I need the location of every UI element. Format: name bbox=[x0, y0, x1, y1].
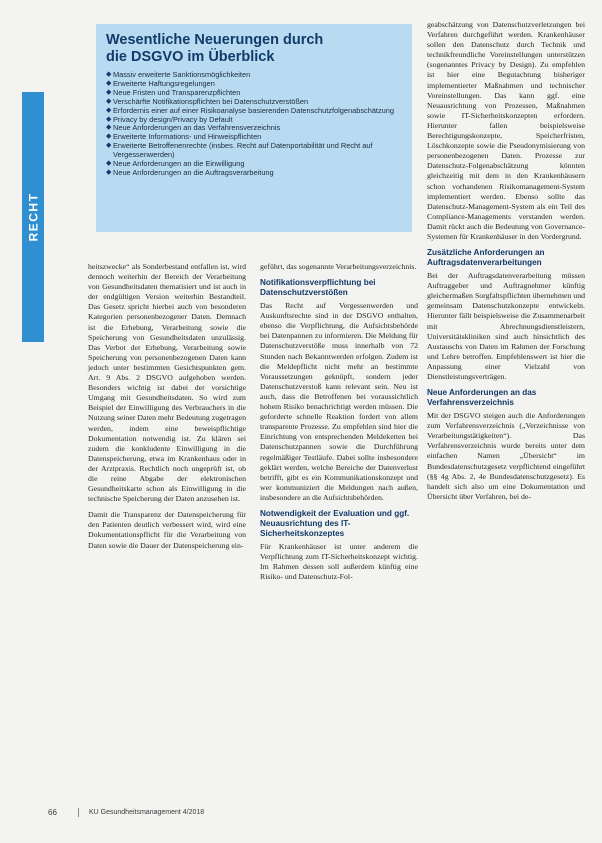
paragraph: Mit der DSGVO steigen auch die Anforderungen zum Verfahrensverzeichnis („Verzeichnisse von Verarbeitungstätigkeiten“). Das Verfahrensverzeichnis wurde bereits unter dem einfachen Namen „Übersicht“ im Bundesdatenschutzgesetz verpflichtend eingeführt (§§ 4g Abs. 2, 4e Bundesdatenschutzgesetz). Es handelt sich also um eine Dokumentation und Übersicht über Verfahren, bei de- bbox=[427, 411, 585, 501]
bullet-icon: ◆ bbox=[106, 124, 112, 132]
bullet-icon: ◆ bbox=[106, 97, 112, 105]
list-item-text: Erweiterte Informations- und Hinweispflichten bbox=[113, 132, 262, 142]
paragraph: geabschätzung von Datenschutzverletzungen bei Verfahren durchgeführt werden. Krankenhäuser sollen den Datenschutz durch Technik und technikfreundliche Voreinstellungen unterstützen (sogenanntes Privacy by Design). Zu empfehlen ist hier eine Begutachtung bisheriger implementierter Maßnahmen und technischer Voreinstellungen. Das kann ggf. eine Neuausrichtung von Prozessen, Maßnahmen sowie IT-Sicherheitskonzepten erfordern. Hierunter fallen beispielsweise Berechtigungskonzepte, Speicherfristen, Löschkonzepte sowie die Pseudonymisierung von personenbezogenen Daten. Prozesse zur Datenschutz-Folgenabschätzung könnten gleichzeitig mit dem in den Krankenhäusern schon vorhandenen Risikomanagement-System implementiert werden. Ebenso sollte das Datenschutz-Management-System als ein Teil des Compliance-Managements verstanden werden. Damit rückt auch die Bedeutung von Governance-Systemen für Krankenhäuser in den Vordergrund. bbox=[427, 20, 585, 241]
list-item bbox=[106, 142, 404, 160]
page-number: 66 bbox=[48, 807, 57, 817]
list-item-text: Neue Anforderungen an die Einwilligung bbox=[113, 159, 245, 169]
section-label-wrap bbox=[22, 100, 44, 334]
bullet-icon: ◆ bbox=[106, 88, 112, 96]
list-item-text: Erfordernis einer auf einer Risikoanalyse basierenden Datenschutzfolgenabschätzung bbox=[113, 105, 395, 115]
overview-box bbox=[96, 24, 412, 232]
list-item-text: Privacy by design/Privacy by Default bbox=[113, 114, 233, 124]
overview-box-title bbox=[106, 32, 404, 66]
overview-list bbox=[106, 71, 404, 178]
list-item-text: Erweiterte Betroffenenrechte (insbes. Recht auf Datenportabilität und Recht auf Vergessenwerden) bbox=[113, 141, 373, 160]
list-item-text: Neue Fristen und Transparenzpflichten bbox=[113, 87, 241, 97]
paragraph: heitszwecke“ als Sonderbestand entfallen ist, wird dennoch weiterhin der Bereich der Verarbeitung von Gesundheitsdaten thematisiert und ist auch in der endgültigen Version weiterhin Bestandteil. Das Gesetz spricht hierbei auch von besonderen Kategorien personenbezogener Daten. Demnach ist die Erhebung, Verarbeitung sowie die Speicherung von Gesundheitsdaten unzulässig. Das Verbot der Erhebung, Verarbeitung sowie Speicherung von personenbezogenen Daten kann jedoch unter bestimmten Gesichtspunkten gem. Art. 9 Abs. 2 DSGVO aufgehoben werden. Besonders wichtig ist dabei der vorsichtige Umgang mit Gesundheitsdaten. So wird zum Beispiel der Einwilligung des Verbrauchers in die Nutzung seiner Daten mehr Bedeutung zugetragen werden, indem eine beweispflichtige Dokumentation notwendig ist. Zu klären sei zudem die konkludente Einwilligung in die Datenspeicherung, etwa im Krankenhaus oder in der Arztpraxis. Rechtlich noch ungeprüft ist, ob die reine Abgabe der elektronischen Gesundheitskarte schon als Einwilligung in die technische Speicherung der Daten anzusehen ist. bbox=[88, 262, 246, 504]
list-item-text: Massiv erweiterte Sanktionsmöglichkeiten bbox=[113, 70, 251, 79]
section-heading: Zusätzliche Anforderungen an Auftragsdatenverarbeitungen bbox=[427, 248, 545, 268]
list-item-text: Neue Anforderungen an die Auftragsverarbeitung bbox=[113, 167, 274, 177]
paragraph: Damit die Transparenz der Datenspeicherung für den Patienten deutlich verbessert wird, wird eine Dokumentationspflicht für die Verarbeitung von Daten sowie die Dauer der Datenspeicherung ein- bbox=[88, 510, 246, 550]
section-label: RECHT bbox=[26, 192, 40, 242]
section-heading: Notifikationsverpflichtung bei Datenschutzverstößen bbox=[260, 278, 376, 298]
bullet-icon: ◆ bbox=[106, 133, 112, 141]
paragraph: Für Krankenhäuser ist unter anderem die Verpflichtung zum IT-Sicherheitskonzept wichtig. Im Rahmen dessen soll außerdem künftig eine Risiko- und Datenschutz-Fol- bbox=[260, 541, 418, 582]
bullet-icon: ◆ bbox=[106, 106, 112, 114]
bullet-icon: ◆ bbox=[106, 168, 112, 176]
text-column-3 bbox=[427, 20, 585, 508]
bullet-icon: ◆ bbox=[106, 79, 112, 87]
page-footer bbox=[48, 806, 568, 818]
journal-name: KU Gesundheitsmanagement 4/2018 bbox=[89, 808, 205, 816]
bullet-icon: ◆ bbox=[106, 142, 112, 150]
text-column-2 bbox=[260, 262, 418, 588]
list-item-text: Neue Anforderungen an das Verfahrensverzeichnis bbox=[113, 123, 281, 133]
paragraph: Das Recht auf Vergessenwerden und Auskunftsrechte sind in der DSGVO enthalten, ebenso die Verpflichtung, die Aufsichtsbehörde bei Datenpannen zu informieren. Die Meldung für Datenschutzverstöße muss innerhalb von 72 Stunden nach Bekanntwerden erfolgen. Zudem ist die Meldepflicht nicht mehr an bestimmte Voraussetzungen geknüpft, sondern jeder Datenschutzverstoß kann relevant sein. Neu ist auch, dass die Betroffenen bei voraussichtlich hohem Risiko benachrichtigt werden müssen. Die geforderte schnelle Reaktion fordert von allem transparente Prozesse. Zu empfehlen sind hier die Einrichtung von entsprechenden Meldeketten bei Datenschutzpannen sowie die Durchführung regelmäßiger Testläufe. Dabei sollte insbesondere geklärt werden, welche Bereiche der Datenverlust betrifft, gibt es ein Kommunikationskonzept und wer kommuniziert die Meldungen nach außen, insbesondere an die Aufsichtsbehörden. bbox=[260, 301, 418, 502]
bullet-icon: ◆ bbox=[106, 160, 112, 168]
overview-box-title-line2: die DSGVO im Überblick bbox=[106, 49, 275, 65]
paragraph: geführt, das sogenannte Verarbeitungsverzeichnis. bbox=[260, 262, 417, 271]
list-item bbox=[106, 169, 404, 178]
section-heading: Neue Anforderungen an das Verfahrensverzeichnis bbox=[427, 388, 537, 408]
list-item-text: Verschärfte Notifikationspflichten bei Datenschutzverstößen bbox=[113, 96, 309, 106]
bullet-icon: ◆ bbox=[106, 115, 112, 123]
list-item-text: Erweiterte Haftungsregelungen bbox=[113, 78, 215, 88]
footer-divider bbox=[78, 808, 79, 817]
overview-box-title-line1: Wesentliche Neuerungen durch bbox=[106, 32, 324, 48]
bullet-icon: ◆ bbox=[106, 71, 112, 78]
paragraph: Bei der Auftragsdatenverarbeitung müssen Auftraggeber und Auftragnehmer künftig gleichermaßen Sorgfaltspflichten übernehmen und gemeinsam Datenschutzkonzepte entwickeln. Hierunter fällt beispielsweise die Zusammenarbeit mit Abrechnungsdienstleistern, Universitätskliniken sind auch hinsichtlich des Austauschs von Daten im Rahmen der Forschung und Lehre betroffen. Empfehlenswert ist hier die Anpassung einer Vielzahl von Dienstleistungsverträgen. bbox=[427, 271, 585, 381]
section-heading: Notwendigkeit der Evaluation und ggf. Neuausrichtung des IT-Sicherheitskonzeptes bbox=[260, 508, 410, 538]
text-column-1 bbox=[88, 262, 246, 557]
